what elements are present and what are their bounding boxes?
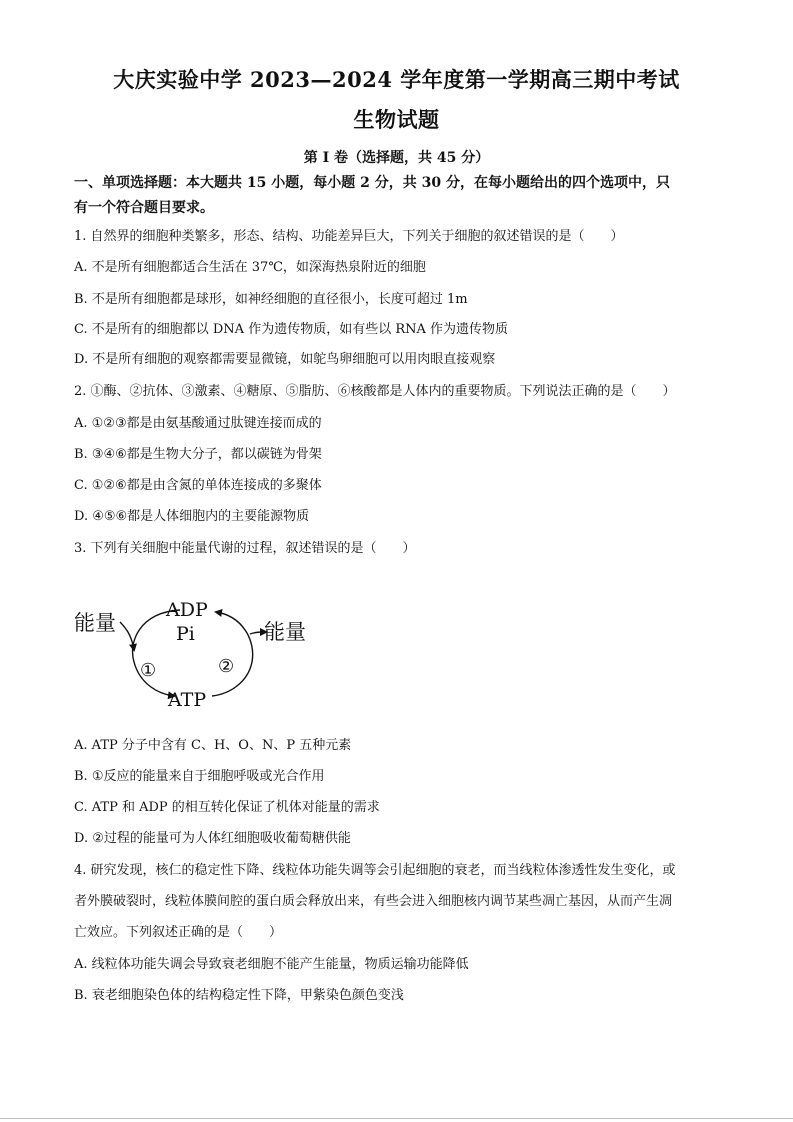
diagram-step1: ① [140, 660, 157, 681]
diagram-energy-right: 能量 [264, 620, 306, 644]
diagram-adp: ADP [166, 599, 208, 621]
arrow-step1-arc [133, 610, 180, 696]
exam-title: 大庆实验中学 2023—2024 学年度第一学期高三期中考试 [113, 67, 680, 92]
q3-option-b: B. ①反应的能量来自于细胞呼吸或光合作用 [74, 769, 325, 784]
q1-stem: 1. 自然界的细胞种类繁多，形态、结构、功能差异巨大，下列关于细胞的叙述错误的是（ ） [74, 229, 624, 244]
page-bottom-rule [0, 1118, 793, 1119]
q2-option-d: D. ④⑤⑥都是人体细胞内的主要能源物质 [74, 509, 310, 524]
section-heading-line2: 有一个符合题目要求。 [74, 200, 214, 216]
q1-option-a: A. 不是所有细胞都适合生活在 37℃，如深海热泉附近的细胞 [74, 260, 426, 275]
q1-option-b: B. 不是所有细胞都是球形，如神经细胞的直径很小，长度可超过 1m [74, 292, 468, 307]
diagram-atp: ATP [168, 689, 207, 711]
q1-option-d: D. 不是所有细胞的观察都需要显微镜，如鸵鸟卵细胞可以用肉眼直接观察 [74, 352, 496, 367]
q4-option-a: A. 线粒体功能失调会导致衰老细胞不能产生能量，物质运输功能降低 [74, 957, 469, 972]
q2-option-a: A. ①②③都是由氨基酸通过肽键连接而成的 [74, 416, 322, 431]
atp-adp-cycle-diagram [70, 592, 320, 714]
part-heading: 第 I 卷（选择题，共 45 分） [303, 150, 490, 166]
diagram-pi: Pi [176, 623, 195, 645]
section-heading-line1: 一、单项选择题：本大题共 15 小题，每小题 2 分，共 30 分，在每小题给出的四个选项中，只 [74, 175, 670, 191]
exam-subtitle: 生物试题 [353, 107, 440, 132]
q2-option-b: B. ③④⑥都是生物大分子，都以碳链为骨架 [74, 447, 322, 462]
diagram-energy-left: 能量 [74, 611, 116, 635]
arrow-step2-arc [212, 612, 253, 696]
q2-stem: 2. ①酶、②抗体、③激素、④糖原、⑤脂肪、⑥核酸都是人体内的重要物质。下列说法正确的是（ ） [74, 384, 676, 399]
q1-option-c: C. 不是所有的细胞都以 DNA 作为遗传物质，如有些以 RNA 作为遗传物质 [74, 322, 509, 337]
q3-option-d: D. ②过程的能量可为人体红细胞吸收葡萄糖供能 [74, 831, 351, 846]
q4-stem-line1: 4. 研究发现，核仁的稳定性下降、线粒体功能失调等会引起细胞的衰老，而当线粒体渗透性发生变化，或 [74, 863, 676, 878]
q3-option-c: C. ATP 和 ADP 的相互转化保证了机体对能量的需求 [74, 800, 380, 815]
arrow-energy-in [120, 622, 134, 650]
q4-stem-line3: 亡效应。下列叙述正确的是（ ） [74, 925, 283, 940]
diagram-step2: ② [218, 656, 235, 677]
q3-stem: 3. 下列有关细胞中能量代谢的过程，叙述错误的是（ ） [74, 541, 416, 556]
q4-option-b: B. 衰老细胞染色体的结构稳定性下降，甲紫染色颜色变浅 [74, 988, 404, 1003]
q2-option-c: C. ①②⑥都是由含氮的单体连接成的多聚体 [74, 478, 322, 493]
q4-stem-line2: 者外膜破裂时，线粒体膜间腔的蛋白质会释放出来，有些会进入细胞核内调节某些凋亡基因，从而产生凋 [74, 894, 673, 909]
q3-option-a: A. ATP 分子中含有 C、H、O、N、P 五种元素 [74, 738, 352, 753]
